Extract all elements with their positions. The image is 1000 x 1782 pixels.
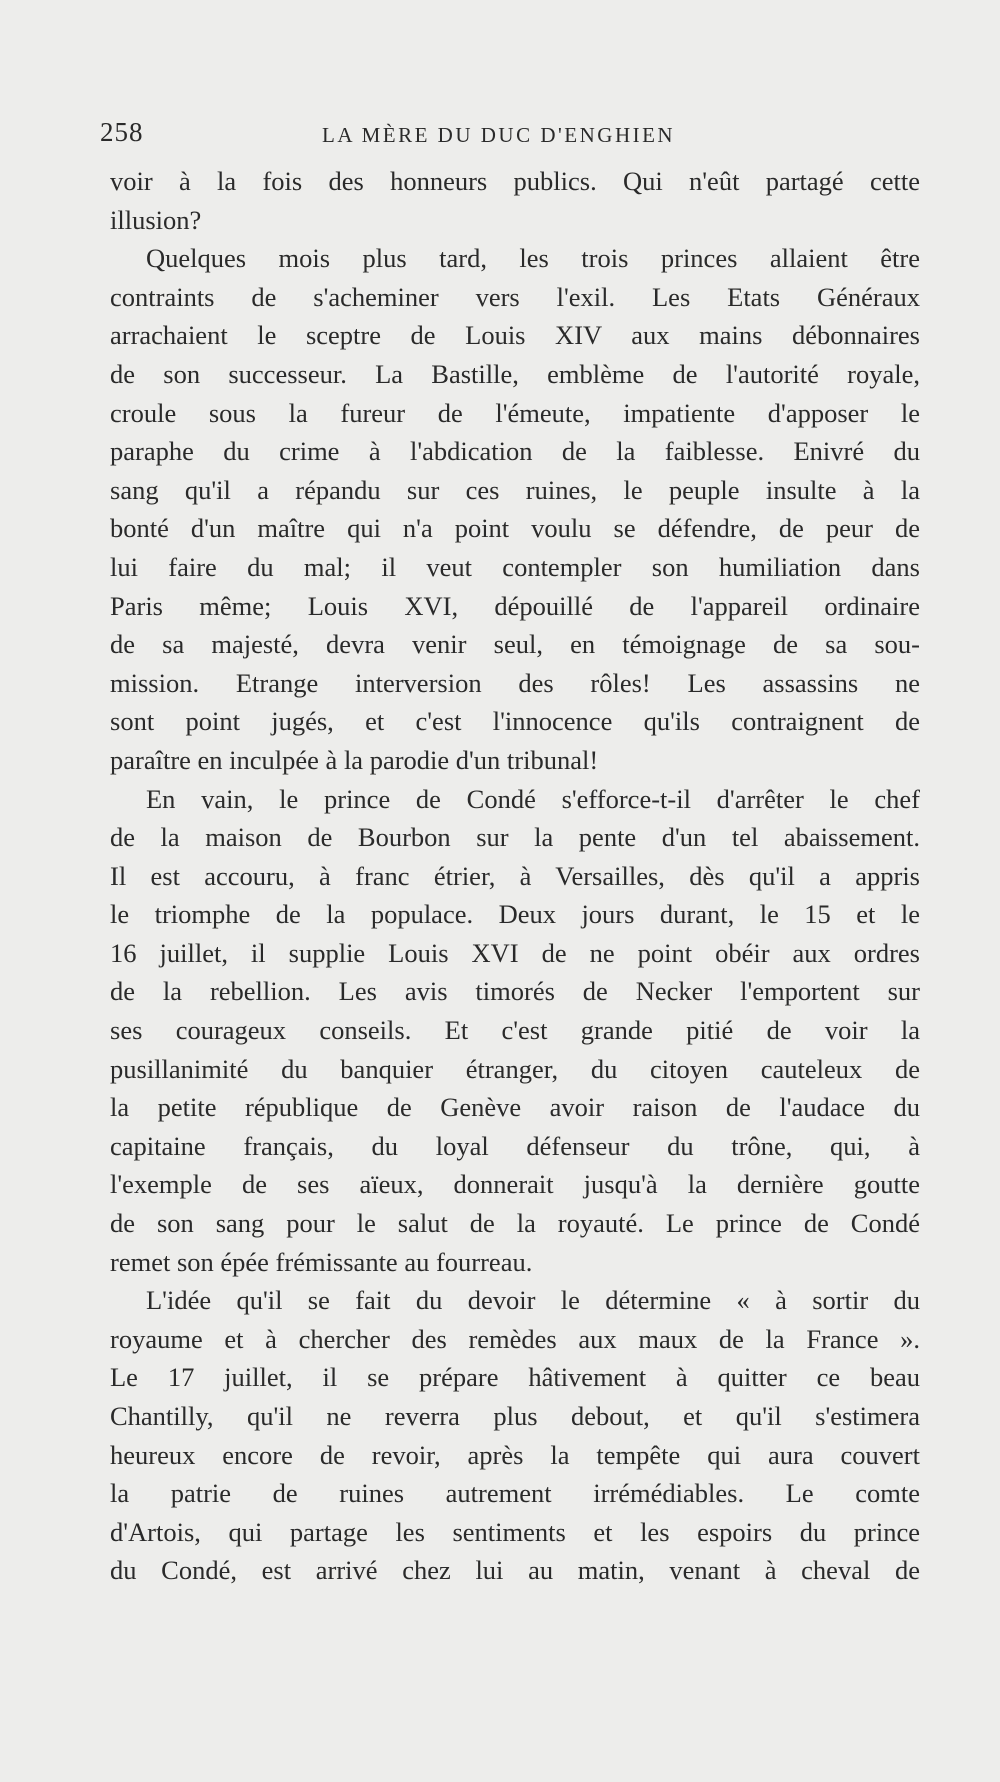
text-line: capitaine français, du loyal défenseur du trône, qui, à (110, 1130, 920, 1161)
text-line: sont point jugés, et c'est l'innocence qu'ils contraignent de (110, 706, 920, 737)
text-line: sang qu'il a répandu sur ces ruines, le peuple insulte à la (110, 474, 920, 505)
body-text (110, 162, 920, 1590)
text-line: Paris même; Louis XVI, dépouillé de l'appareil ordinaire (110, 590, 920, 621)
text-line: illusion? (110, 204, 202, 235)
text-line: la petite république de Genève avoir raison de l'audace du (110, 1092, 920, 1123)
text-line: de son successeur. La Bastille, emblème de l'autorité royale, (110, 358, 920, 389)
text-line: lui faire du mal; il veut contempler son humiliation dans (110, 551, 920, 582)
text-line: la patrie de ruines autrement irrémédiables. Le comte (110, 1478, 920, 1509)
text-line: de la maison de Bourbon sur la pente d'un tel abaissement. (110, 822, 920, 853)
text-line: croule sous la fureur de l'émeute, impatiente d'apposer le (110, 397, 920, 428)
text-line: heureux encore de revoir, après la tempête qui aura couvert (110, 1439, 920, 1470)
running-head: LA MÈRE DU DUC D'ENGHIEN (322, 123, 676, 147)
text-line: paraître en inculpée à la parodie d'un tribunal! (110, 744, 599, 775)
text-line: Il est accouru, à franc étrier, à Versailles, dès qu'il a appris (110, 860, 920, 891)
text-line: pusillanimité du banquier étranger, du citoyen cauteleux de (110, 1053, 920, 1084)
text-line: l'exemple de ses aïeux, donnerait jusqu'à la dernière goutte (110, 1169, 920, 1200)
text-line: Quelques mois plus tard, les trois princes allaient être (146, 243, 920, 274)
text-line: de son sang pour le salut de la royauté. Le prince de Condé (110, 1208, 920, 1239)
text-line: En vain, le prince de Condé s'efforce-t-il d'arrêter le chef (146, 783, 920, 814)
text-line: remet son épée frémissante au fourreau. (110, 1246, 533, 1277)
text-line: de la rebellion. Les avis timorés de Necker l'emportent sur (110, 976, 920, 1007)
text-line: paraphe du crime à l'abdication de la faiblesse. Enivré du (110, 436, 920, 467)
text-line: d'Artois, qui partage les sentiments et les espoirs du prince (110, 1516, 920, 1547)
text-line: voir à la fois des honneurs publics. Qui n'eût partagé cette (110, 166, 920, 196)
text-line: Chantilly, qu'il ne reverra plus debout, et qu'il s'estimera (110, 1401, 920, 1431)
text-line: arrachaient le sceptre de Louis XIV aux mains débonnaires (110, 320, 920, 351)
text-line: royaume et à chercher des remèdes aux maux de la France ». (110, 1323, 920, 1354)
text-line: le triomphe de la populace. Deux jours durant, le 15 et le (110, 899, 920, 930)
text-line: ses courageux conseils. Et c'est grande pitié de voir la (110, 1015, 920, 1046)
text-line: Le 17 juillet, il se prépare hâtivement à quitter ce beau (110, 1362, 920, 1393)
page-header (100, 117, 690, 157)
text-line: de sa majesté, devra venir seul, en témoignage de sa sou- (110, 629, 920, 660)
text-line: du Condé, est arrivé chez lui au matin, venant à cheval de (110, 1555, 920, 1586)
text-line: 16 juillet, il supplie Louis XVI de ne point obéir aux ordres (110, 937, 920, 968)
text-line: mission. Etrange interversion des rôles! Les assassins ne (110, 667, 920, 698)
page-number: 258 (100, 117, 144, 147)
text-line: L'idée qu'il se fait du devoir le détermine « à sortir du (146, 1285, 920, 1316)
text-line: contraints de s'acheminer vers l'exil. Les Etats Généraux (110, 281, 920, 312)
text-line: bonté d'un maître qui n'a point voulu se défendre, de peur de (110, 513, 920, 544)
